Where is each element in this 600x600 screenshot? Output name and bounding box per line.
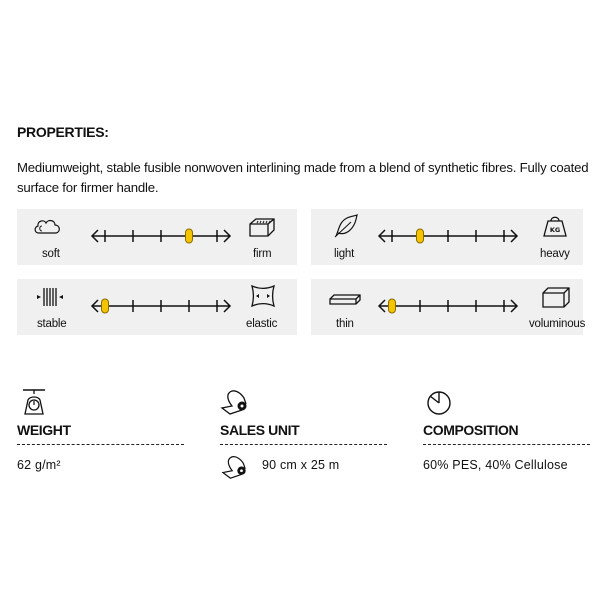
spec-title: WEIGHT [17,422,71,438]
scale-left-label: soft [42,248,60,260]
scale-marker [102,299,109,313]
properties-title: PROPERTIES: [17,124,109,140]
scale-track [89,296,233,316]
scale-right-label: heavy [540,248,570,260]
scale-icon [20,388,48,416]
spec-title: COMPOSITION [423,422,519,438]
spec-value: 90 cm x 25 m [262,458,340,472]
scale-right-label: elastic [246,318,278,330]
thin-block-icon [328,293,362,307]
pie-chart-icon [425,388,453,416]
stable-lines-icon [36,286,64,308]
divider [220,444,387,445]
voluminous-box-icon [541,285,571,309]
scale-right-label: firm [253,248,272,260]
fabric-roll-icon [220,454,250,480]
properties-description: Mediumweight, stable fusible nonwoven interlining made from a blend of synthetic fibres. Fully coated surface for firmer handle. [17,160,589,195]
scale-left-label: light [334,248,355,260]
spec-value: 60% PES, 40% Cellulose [423,458,568,472]
leaf-icon [333,214,359,238]
spec-value: 62 g/m² [17,458,61,472]
spec-title: SALES UNIT [220,422,300,438]
scale-panel-thin-voluminous [311,279,586,335]
scale-marker [417,229,424,243]
scale-panel-stable-elastic [17,279,297,335]
divider [17,444,184,445]
brick-icon [247,216,277,240]
scale-left-label: thin [336,318,354,330]
cloud-icon [33,217,63,237]
scale-track [376,226,520,246]
scale-left-label: stable [37,318,67,330]
scale-marker [186,229,193,243]
scale-right-label: voluminous [529,318,586,330]
scale-panel-light-heavy [311,209,583,265]
kg-weight-icon [542,214,568,238]
svg-text:KG: KG [549,226,561,234]
fabric-roll-icon [220,388,250,416]
scale-panel-soft-firm [17,209,297,265]
stretch-icon [250,284,276,308]
scale-track [89,226,233,246]
scale-marker [389,299,396,313]
divider [423,444,590,445]
scale-track [376,296,520,316]
